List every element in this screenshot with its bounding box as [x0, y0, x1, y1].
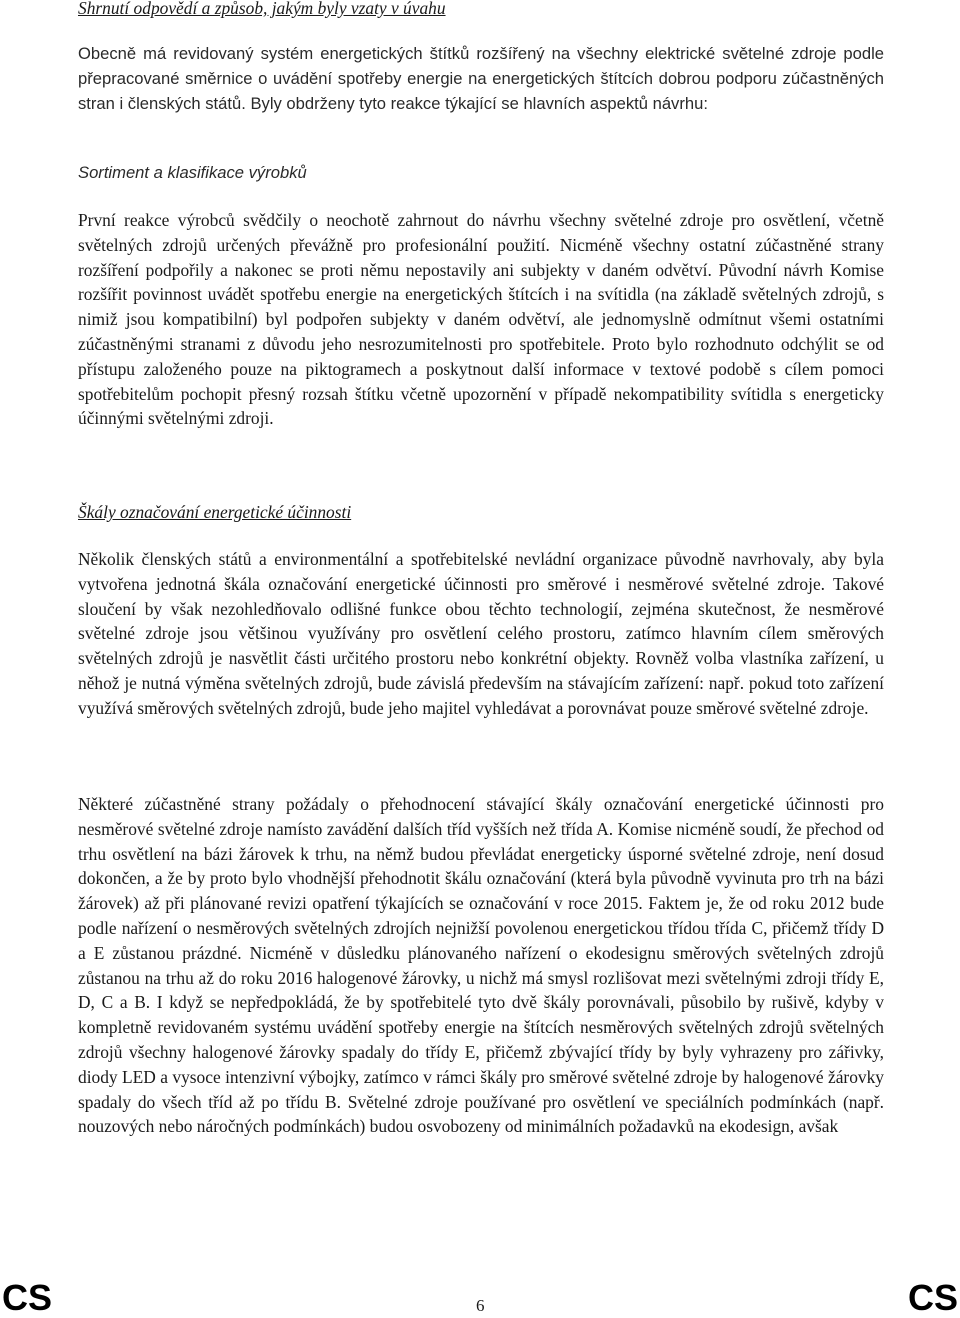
subheading-efficiency-scales: Škály označování energetické účinnosti	[78, 502, 352, 522]
footer-language-mark-right: CS	[907, 1277, 958, 1318]
paragraph-efficiency-scales-2: Některé zúčastněné strany požádaly o přehodnocení stávající škály označování energetické účinnosti pro nesměrové světelné zdroje namísto zavádění dalších tříd vyšších než třída A. Komise nicméně soudí, že přechod od trhu osvětlení na bázi žárovek k trhu, na němž budou převládat energeticky úsporné světelné zdroje, není dosud dokončen, a že by proto bylo vhodnější přehodnotit škálu označování (která byla původně vyvinuta pro trh na bázi žárovek) až při plánované revizi opatření týkajících se označování v roce 2015. Faktem je, že od roku 2012 bude podle nařízení o nesměrových světelných zdrojích nejnižší povolenou energetickou třídou třída C, přičemž třídy D a E zůstanou prázdné. Nicméně v důsledku plánovaného nařízení o ekodesignu směrových světelných zdrojů zůstanou na trhu až do roku 2016 halogenové žárovky, u nichž má smysl rozlišovat mezi světelnými zdroji třídy E, D, C a B. I když se nepředpokládá, že by spotřebitelé tyto dvě škály porovnávali, působilo by rušivě, kdyby v kompletně revidovaném systému uvádění spotřeby energie na štítcích nesměrových světelných zdrojů světelných zdrojů všechny halogenové žárovky spadaly do třídy E, přičemž zbývající třídy by byly vyhrazeny pro zářivky, diody LED a vysoce intenzivní výbojky, zatímco v rámci škály pro směrové světelné zdroje by halogenové žárovky spadaly do všech tříd až po třídu B. Světelné zdroje používané pro osvětlení ve speciálních podmínkách (např. nouzových nebo náročných podmínkách) budou osvobozeny od minimálních požadavků na ekodesign, avšak	[78, 794, 884, 1137]
page-number: 6	[476, 1296, 485, 1315]
subheading-product-range: Sortiment a klasifikace výrobků	[78, 163, 307, 182]
section-heading-summary: Shrnutí odpovědí a způsob, jakým byly vzaty v úvahu	[78, 0, 446, 18]
paragraph-efficiency-scales-1: Několik členských států a environmentální a spotřebitelské nevládní organizace původně navrhovaly, aby byla vytvořena jednotná škála označování energetické účinnosti pro směrové i nesměrové světelné zdroje. Takové sloučení by však nezohledňovalo odlišné funkce obou těchto technologií, zejména skutečnost, že nesměrové světelné zdroje jsou většinou využívány pro osvětlení celého prostoru, zatímco hlavním cílem směrových světelných zdrojů je nasvětlit části určitého prostoru nebo konkrétní objekty. Rovněž volba vlastníka zařízení, u něhož je nutná výměna světelných zdrojů, bude závislá především na stávajícím zařízení: např. pokud toto zařízení využívá směrových světelných zdrojů, bude jeho majitel vyhledávat a porovnávat pouze směrové světelné zdroje.	[78, 549, 884, 718]
paragraph-product-range: První reakce výrobců svědčily o neochotě zahrnout do návrhu všechny světelné zdroje pro osvětlení, včetně světelných zdrojů určených převážně pro profesionální použití. Nicméně všechny ostatní zúčastněné strany rozšíření podpořily a nakonec se proti němu nepostavily ani subjekty v daném odvětví. Původní návrh Komise rozšířit povinnost uvádět spotřebu energie na energetických štítcích i na svítidla (na základě světelných zdrojů, s nimiž jsou kompatibilní) byl podpořen subjekty v daném odvětví, ale jednomyslně odmítnut všemi ostatními zúčastněnými stranami z důvodu jeho nesrozumitelnosti pro spotřebitele. Proto bylo rozhodnuto odchýlit se od přístupu založeného pouze na piktogramech a poskytnout další informace v textové podobě s cílem pomoci spotřebitelům pochopit přesný rozsah štítku včetně upozornění v případě nekompatibility svítidla s energeticky účinnými světelnými zdroji.	[78, 210, 884, 429]
footer-language-mark-left: CS	[2, 1277, 53, 1318]
intro-paragraph: Obecně má revidovaný systém energetických štítků rozšířený na všechny elektrické světelné zdroje podle přepracované směrnice o uvádění spotřeby energie na energetických štítcích dobrou podporu zúčastněných stran i členských států. Byly obdrženy tyto reakce týkající se hlavních aspektů návrhu:	[78, 44, 884, 113]
